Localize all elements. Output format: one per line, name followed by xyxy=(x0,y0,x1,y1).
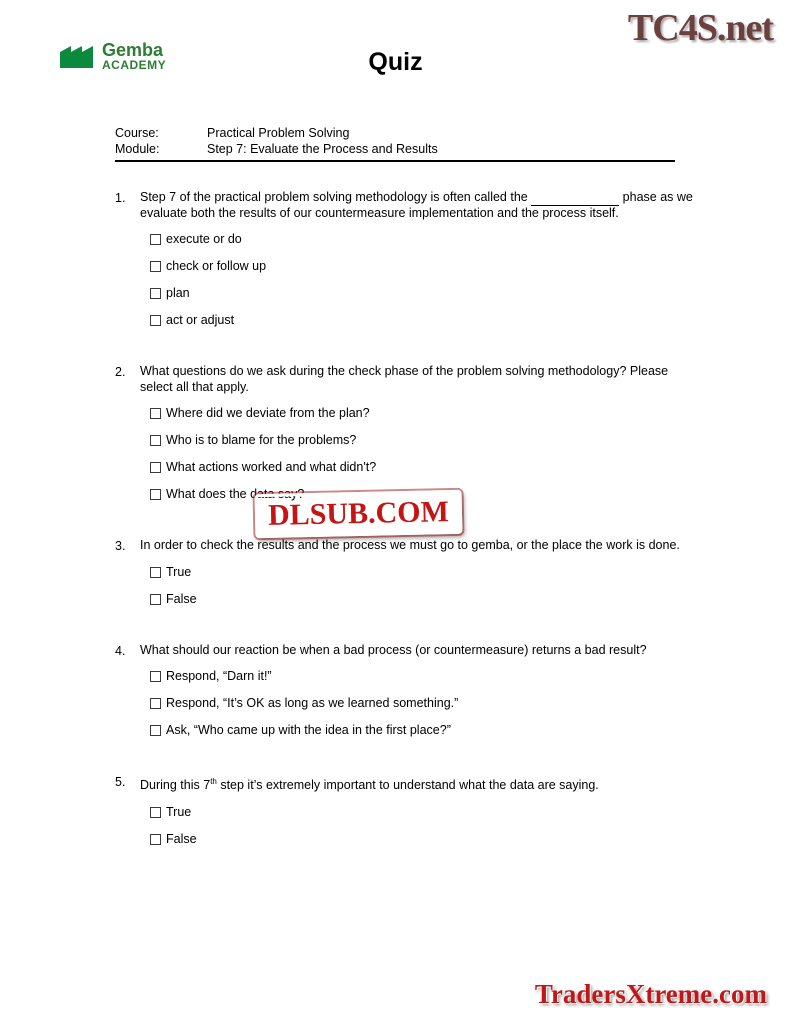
spacer xyxy=(115,619,695,643)
watermark-middle: DLSUB.COM xyxy=(255,490,463,538)
question-5-text-part-2: step it’s extremely important to understand what the data are saying. xyxy=(216,778,599,793)
question-1-text xyxy=(140,190,695,221)
checkbox-icon[interactable] xyxy=(150,234,161,245)
question-1-option-1[interactable] xyxy=(150,232,695,246)
question-1 xyxy=(115,190,695,340)
question-2-option-2[interactable] xyxy=(150,433,695,447)
question-4 xyxy=(115,643,695,751)
question-1-option-3[interactable] xyxy=(150,286,695,300)
spacer xyxy=(115,750,695,774)
question-1-text-part-2: phase as we evaluate both the results of our countermeasure implementation and the process itself. xyxy=(140,190,693,220)
checkbox-icon[interactable] xyxy=(150,489,161,500)
checkbox-icon[interactable] xyxy=(150,435,161,446)
question-4-number: 4. xyxy=(115,643,126,658)
question-3-text: In order to check the results and the process we must go to gemba, or the place the work is done. xyxy=(140,538,680,552)
option-label: What does the data say? xyxy=(166,487,305,501)
option-label: Ask, “Who came up with the idea in the first place?” xyxy=(166,723,451,737)
module-row xyxy=(115,141,675,157)
question-2-text: What questions do we ask during the check phase of the problem solving methodology? Please select all that apply. xyxy=(140,364,669,394)
question-1-text-part-1: Step 7 of the practical problem solving methodology is often called the xyxy=(140,190,532,204)
page-title: Quiz xyxy=(368,48,423,76)
course-info-block xyxy=(115,125,675,162)
question-4-option-2[interactable] xyxy=(150,696,695,710)
question-2-option-3[interactable] xyxy=(150,460,695,474)
option-label: Respond, “It’s OK as long as we learned something.” xyxy=(166,696,459,710)
option-label: Respond, “Darn it!” xyxy=(166,669,272,683)
module-label: Module: xyxy=(115,142,160,156)
option-label: act or adjust xyxy=(166,313,235,327)
question-5-text-part-1: During this 7 xyxy=(140,778,211,793)
checkbox-icon[interactable] xyxy=(150,807,161,818)
option-label: check or follow up xyxy=(166,259,267,273)
question-5-text xyxy=(140,774,695,794)
question-5-option-1[interactable] xyxy=(150,805,695,819)
option-label: False xyxy=(166,831,197,846)
checkbox-icon[interactable] xyxy=(150,315,161,326)
checkbox-icon[interactable] xyxy=(150,408,161,419)
course-label: Course: xyxy=(115,126,159,140)
option-label: plan xyxy=(166,286,190,300)
checkbox-icon[interactable] xyxy=(150,698,161,709)
module-value: Step 7: Evaluate the Process and Results xyxy=(207,142,438,156)
question-5-option-2[interactable] xyxy=(150,832,695,846)
question-1-number: 1. xyxy=(115,191,126,205)
question-1-option-2[interactable] xyxy=(150,259,695,273)
question-4-option-1[interactable] xyxy=(150,669,695,683)
checkbox-icon[interactable] xyxy=(150,567,161,578)
checkbox-icon[interactable] xyxy=(150,671,161,682)
option-label: Where did we deviate from the plan? xyxy=(166,406,370,420)
checkbox-icon[interactable] xyxy=(150,288,161,299)
logo-line-2: ACADEMY xyxy=(102,58,167,72)
option-label: False xyxy=(166,591,197,606)
question-3-option-2[interactable] xyxy=(150,592,695,606)
question-4-option-3[interactable] xyxy=(150,723,695,737)
checkbox-icon[interactable] xyxy=(150,834,161,845)
option-label: What actions worked and what didn't? xyxy=(166,460,377,474)
course-value: Practical Problem Solving xyxy=(207,126,350,140)
question-3-number: 3. xyxy=(115,539,126,553)
option-label: execute or do xyxy=(166,232,242,246)
watermark-bottom: TradersXtreme.com xyxy=(534,979,767,1009)
question-4-text: What should our reaction be when a bad process (or countermeasure) returns a bad result? xyxy=(140,642,647,657)
option-label: True xyxy=(166,804,192,819)
question-5-ordinal-suffix: th xyxy=(210,777,217,786)
question-2-option-1[interactable] xyxy=(150,406,695,420)
option-label: Who is to blame for the problems? xyxy=(166,433,357,447)
question-1-option-4[interactable] xyxy=(150,313,695,327)
checkbox-icon[interactable] xyxy=(150,261,161,272)
checkbox-icon[interactable] xyxy=(150,594,161,605)
question-3 xyxy=(115,538,695,619)
watermark-top: TC4S.net xyxy=(627,7,773,49)
question-2-number: 2. xyxy=(115,365,126,379)
course-row xyxy=(115,125,675,141)
logo-line-1: Gemba xyxy=(102,40,164,60)
header-divider xyxy=(115,160,675,162)
checkbox-icon[interactable] xyxy=(150,462,161,473)
question-5-number: 5. xyxy=(115,775,126,789)
option-label: True xyxy=(166,564,192,579)
question-5 xyxy=(115,774,695,859)
checkbox-icon[interactable] xyxy=(150,725,161,736)
spacer xyxy=(115,340,695,364)
fill-in-blank xyxy=(531,193,619,206)
question-3-option-1[interactable] xyxy=(150,565,695,579)
